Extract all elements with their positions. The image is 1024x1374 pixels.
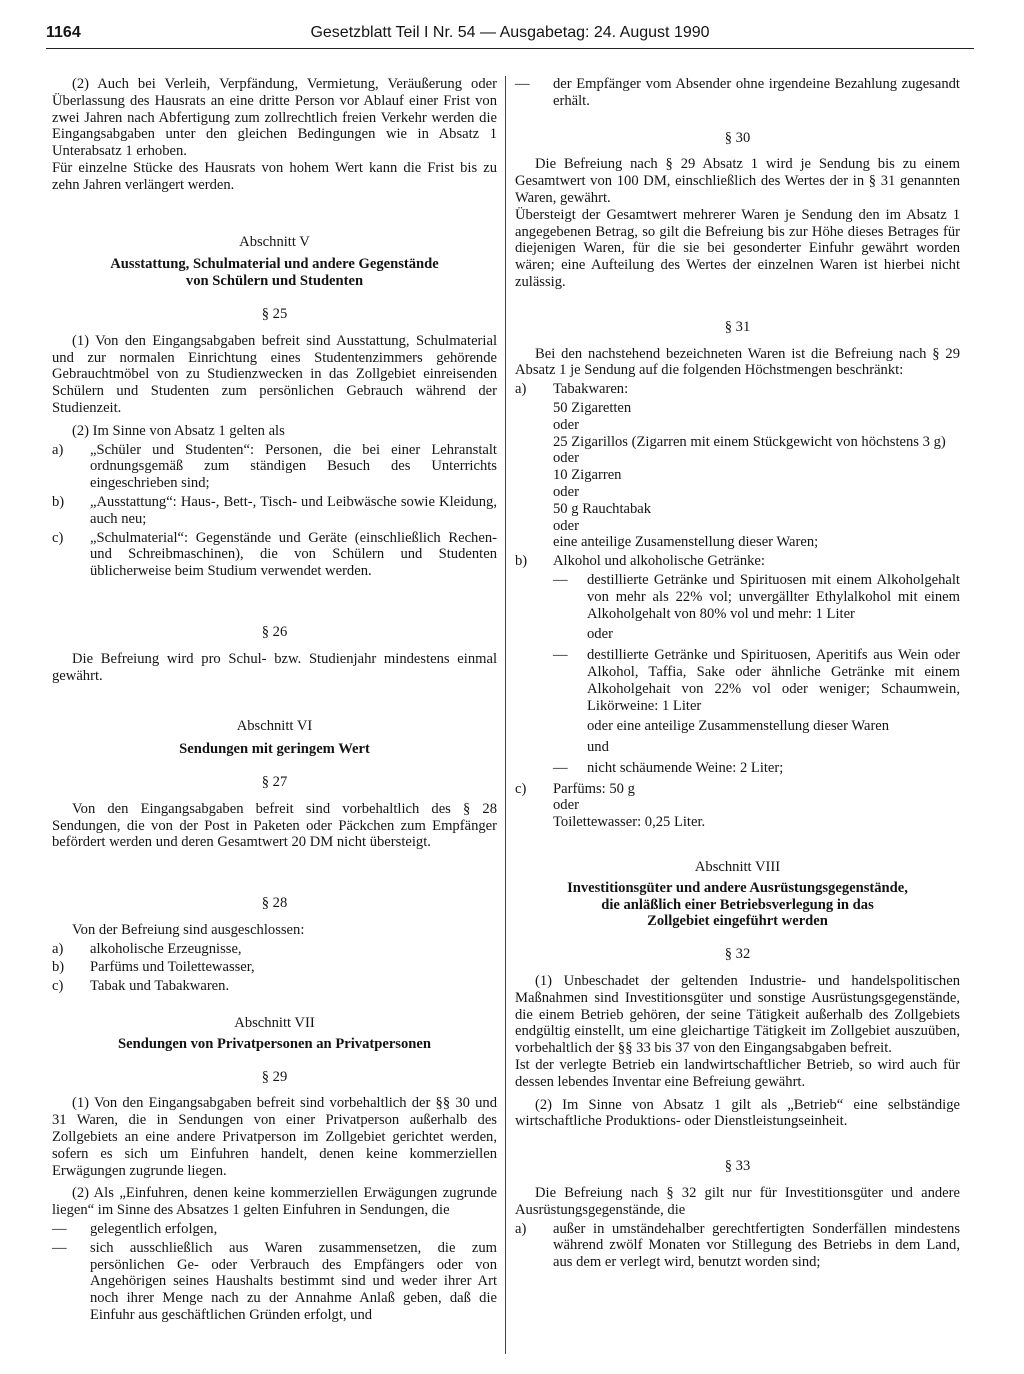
section-title-viii-line2: die anläßlich einer Betriebsverlegung in das [601, 896, 874, 913]
item-title: Parfüms: 50 g [553, 780, 635, 797]
s29-paragraph-1: (1) Von den Eingangsabgaben befreit sind vorbehaltlich der §§ 30 und 31 Waren, die in Sendungen von einer Privatperson außerhalb des Zollgebiets an eine andere Privatperson im Zollgebiet gerichtet werden, sofern es sich um Einfuhren handelt, denen keine kommerziellen Erwägungen zugrunde liegen. [52, 1095, 497, 1179]
paragraph-heading-25: § 25 [261, 305, 288, 322]
list-marker: — [52, 1221, 67, 1238]
list-text: der Empfänger vom Absender ohne irgendeine Bezahlung zugesandt erhält. [553, 76, 960, 109]
s25-paragraph-1: (1) Von den Eingangsabgaben befreit sind Ausstattung, Schulmaterial und zur normalen Einrichtung eines Studentenzimmers gehörende Gebrauchtmöbel von zu Studienzwecken in das Zollgebiet einreisenden Schülern und Studenten zum persönlichen Gebrauch während der Studienzeit. [52, 332, 497, 416]
section-title-viii-line3: Zollgebiet eingeführt werden [647, 913, 828, 930]
sub-list [553, 572, 960, 622]
list-text: sich ausschließlich aus Waren zusammensetzen, die zum persönlichen Ge- oder Verbrauch des Empfängers oder von Angehörigen seines Haushalts bestimmt sind und weder ihrer Art noch ihrer Menge nach zu der Annahme Anlaß geben, daß die Einfuhr aus geschäftlichen Gründen erfolgt, und [90, 1239, 497, 1324]
item-line: oder [553, 450, 579, 467]
list-content [553, 381, 960, 551]
section-title-v-line1: Ausstattung, Schulmaterial und andere Gegenstände [110, 256, 439, 273]
list-marker: a) [515, 381, 527, 398]
s28-paragraph-1: Von der Befreiung sind ausgeschlossen: [72, 921, 305, 938]
list-marker: c) [515, 780, 527, 797]
list-item [52, 530, 497, 580]
list-item [515, 76, 960, 110]
list-text: außer in umständehalber gerechtfertigten Sonderfällen mindestens während zwölf Monaten vor Stillegung des Betriebs in dem Land, aus dem er verlegt wird, benutzt worden sind; [553, 1220, 960, 1271]
s32-paragraph-3: (2) Im Sinne von Absatz 1 gilt als „Betrieb“ eine selbständige wirtschaftliche Produktions- oder Dienstleistungseinheit. [515, 1096, 960, 1130]
s28-list [52, 941, 497, 995]
list-item-parfums [515, 781, 960, 831]
list-item [515, 1221, 960, 1271]
list-item [52, 959, 497, 976]
section-title-v-line2: von Schülern und Studenten [185, 273, 364, 290]
list-item [52, 442, 497, 492]
paragraph-heading-32: § 32 [724, 946, 751, 963]
column-divider [505, 76, 506, 1354]
paragraph-heading-28: § 28 [261, 895, 288, 912]
section-label-vi: Abschnitt VI [236, 718, 313, 735]
list-marker: c) [52, 529, 64, 546]
item-line: oder [553, 517, 579, 534]
s32-paragraph-1: (1) Unbeschadet der geltenden Industrie- und handelspolitischen Maßnahmen sind Investitionsgüter und sonstige Ausrüstungsgegenstände, die einem Betrieb gehören, der seine Tätigkeit außerhalb des Zollgebiets endgültig einstellt, um eine gleichartige Tätigkeit im Zollgebiet auszuüben, vorbehaltlich der §§ 33 bis 37 von den Eingangsabgaben befreit. [515, 973, 960, 1057]
list-item [52, 978, 497, 995]
s30-paragraph-2: Übersteigt der Gesamtwert mehrerer Waren je Sendung den im Absatz 1 angegebenen Betrag, so gilt die Befreiung bis zur Höhe dieses Betrages für diejenigen Waren, für die sie bei gesonderter Einfuhr gewährt worden wären; eine Aufteilung des Wertes der einzelnen Waren ist hierbei nicht zulässig. [515, 206, 960, 290]
list-item [52, 1240, 497, 1324]
list-item-tabakwaren [515, 381, 960, 551]
item-line: oder [553, 797, 579, 814]
dash-marker: — [553, 647, 568, 664]
list-item-alkohol [515, 553, 960, 779]
s29-list-continued [515, 76, 960, 110]
page-number: 1164 [46, 24, 81, 41]
dash-marker: — [553, 759, 568, 776]
item-title: Tabakwaren: [553, 381, 629, 398]
paragraph-heading-29: § 29 [261, 1068, 288, 1085]
right-column [515, 76, 960, 1273]
list-marker: — [515, 76, 530, 92]
list-marker: b) [52, 959, 65, 976]
item-line: eine anteilige Zusamenstellung dieser Waren; [553, 534, 819, 551]
section-title-viii-line1: Investitionsgüter und andere Ausrüstungsgegenstände, [567, 879, 908, 896]
sub-item [553, 572, 960, 622]
list-marker: a) [515, 1220, 527, 1237]
s26-paragraph-1: Die Befreiung wird pro Schul- bzw. Studienjahr mindestens einmal gewährt. [52, 650, 497, 684]
item-line: 50 Zigaretten [553, 399, 632, 416]
page-header [46, 24, 974, 49]
list-item [52, 1221, 497, 1238]
section-title-vii: Sendungen von Privatpersonen an Privatpersonen [118, 1035, 431, 1052]
item-line: 25 Zigarillos (Zigarren mit einem Stückgewicht von höchstens 3 g) [553, 433, 946, 450]
s30-paragraph-1: Die Befreiung nach § 29 Absatz 1 wird je Sendung bis zu einem Gesamtwert von 100 DM, einschließlich des Wertes der in § 31 genannten Waren, gewährt. [515, 156, 960, 206]
list-text: „Schüler und Studenten“: Personen, die bei einer Lehranstalt ordnungsgemäß zum ständigen Besuch des Unterrichts eingeschrieben sind; [90, 441, 497, 492]
item-line: Toilettewasser: 0,25 Liter. [553, 814, 706, 831]
s33-list [515, 1221, 960, 1271]
s31-paragraph-1: Bei den nachstehend bezeichneten Waren ist die Befreiung nach § 29 Absatz 1 je Sendung auf die folgenden Höchstmengen beschränkt: [515, 345, 960, 379]
sub-text: destillierte Getränke und Spirituosen, Aperitifs aus Wein oder Alkohol, Taffia, Sake oder ähnliche Getränke mit einem Alkoholgehait von 22% vol oder weniger; Schaumwein, Likörweine: 1 Liter [587, 647, 960, 714]
s32-paragraph-2: Ist der verlegte Betrieb ein landwirtschaftlicher Betrieb, so wird auch für dessen lebendes Inventar eine Befreiung gewährt. [515, 1057, 960, 1090]
section-label-v: Abschnitt V [239, 233, 310, 250]
paragraph-heading-30: § 30 [724, 129, 751, 146]
paragraph-heading-26: § 26 [261, 623, 288, 640]
paragraph-heading-27: § 27 [261, 773, 288, 790]
s29-list [52, 1221, 497, 1324]
list-text: alkoholische Erzeugnisse, [90, 940, 242, 957]
list-content [553, 781, 960, 831]
list-text: Parfüms und Toilettewasser, [90, 959, 255, 976]
sub-line: oder eine anteilige Zusammenstellung dieser Waren [587, 718, 890, 735]
list-text: „Ausstattung“: Haus-, Bett-, Tisch- und Leibwäsche sowie Kleidung, auch neu; [90, 493, 497, 527]
list-item [52, 494, 497, 528]
item-line: oder [553, 483, 579, 500]
running-title: Gesetzblatt Teil I Nr. 54 — Ausgabetag: 24. August 1990 [310, 24, 710, 41]
list-marker: — [52, 1239, 67, 1256]
item-line: 50 g Rauchtabak [553, 500, 652, 517]
sub-line: und [587, 739, 609, 756]
list-content [553, 553, 960, 779]
s33-paragraph-1: Die Befreiung nach § 32 gilt nur für Investitionsgüter und andere Ausrüstungsgegenstände, die [515, 1185, 960, 1218]
s29-paragraph-2: (2) Als „Einfuhren, denen keine kommerziellen Erwägungen zugrunde liegen“ im Sinne des Absatzes 1 gelten Einfuhren in Sendungen, die [52, 1185, 497, 1219]
list-item [52, 941, 497, 958]
paragraph-heading-33: § 33 [724, 1158, 751, 1175]
section-label-viii: Abschnitt VIII [694, 859, 781, 876]
sub-item [553, 647, 960, 714]
sub-text: destillierte Getränke und Spirituosen mit einem Alkoholgehalt von mehr als 22% vol; unvergällter Ethylalkohol mit einem Alkoholgehalt von 80% vol und mehr: 1 Liter [587, 571, 960, 622]
s27-paragraph-1: Von den Eingangsabgaben befreit sind vorbehaltlich des § 28 Sendungen, die von der Post in Paketen oder Päckchen zum Empfänger befördert werden und deren Gesamtwert 20 DM nicht übersteigt. [52, 800, 497, 851]
sub-list [553, 760, 960, 777]
s31-list [515, 381, 960, 831]
dash-marker: — [553, 571, 568, 588]
section-label-vii: Abschnitt VII [234, 1015, 315, 1032]
list-text: Tabak und Tabakwaren. [90, 978, 230, 995]
list-text: „Schulmaterial“: Gegenstände und Geräte (einschließlich Rechen- und Schreibmaschinen), die von Schülern und Studenten üblicherweise beim Studium verwendet werden. [90, 529, 497, 580]
list-marker: b) [515, 553, 528, 570]
list-marker: a) [52, 940, 64, 957]
intro-paragraph-2: Für einzelne Stücke des Hausrats von hohem Wert kann die Frist bis zu zehn Jahren verlängert werden. [52, 159, 497, 193]
list-marker: c) [52, 978, 64, 995]
sub-item [553, 760, 960, 777]
paragraph-heading-31: § 31 [724, 318, 751, 335]
item-line: 10 Zigarren [553, 467, 622, 484]
list-marker: b) [52, 493, 65, 510]
s25-list [52, 442, 497, 580]
item-title: Alkohol und alkoholische Getränke: [553, 553, 765, 570]
left-column [52, 76, 497, 1326]
sub-line: oder [587, 626, 613, 643]
item-line: oder [553, 416, 579, 433]
sub-list [553, 647, 960, 714]
s25-paragraph-2: (2) Im Sinne von Absatz 1 gelten als [72, 422, 285, 439]
list-text: gelegentlich erfolgen, [90, 1221, 218, 1238]
list-marker: a) [52, 441, 64, 458]
sub-text: nicht schäumende Weine: 2 Liter; [587, 759, 784, 776]
intro-paragraph-1: (2) Auch bei Verleih, Verpfändung, Vermietung, Veräußerung oder Überlassung des Hausrats an eine dritte Person vor Ablauf einer Frist von zwei Jahren nach Abfertigung zum zollrechtlich freien Verkehr werden die Eingangsabgaben unter den gleichen Bedingungen wie in Absatz 1 Unterabsatz 1 erhoben. [52, 76, 497, 160]
section-title-vi: Sendungen mit geringem Wert [179, 741, 370, 758]
